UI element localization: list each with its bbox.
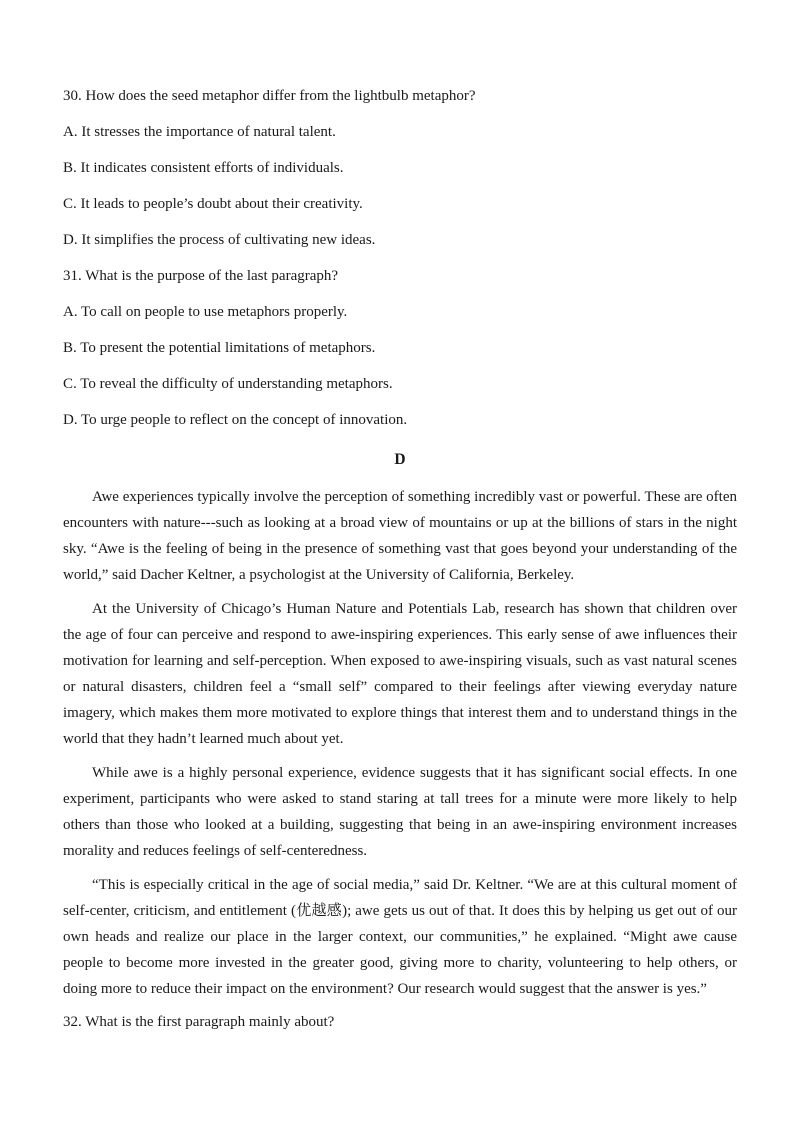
question-30-option-b: B. It indicates consistent efforts of individuals. [63, 160, 344, 176]
question-31-option-a: A. To call on people to use metaphors properly. [63, 304, 348, 320]
question-31-option-b: B. To present the potential limitations of metaphors. [63, 340, 376, 356]
question-30-option-a: A. It stresses the importance of natural talent. [63, 124, 336, 140]
question-31-stem: 31. What is the purpose of the last paragraph? [63, 268, 339, 284]
question-31-option-c: C. To reveal the difficulty of understanding metaphors. [63, 376, 393, 392]
reading-passage [63, 484, 737, 1002]
question-30-stem: 30. How does the seed metaphor differ from the lightbulb metaphor? [63, 88, 476, 104]
passage-paragraph-4: “This is especially critical in the age of social media,” said Dr. Keltner. “We are at this cultural moment of self-center, criticism, and entitlement (优越感); awe gets us out of that. It does this by helping us get out of our own heads and realize our place in the larger context, our communities,” he explained. “Might awe cause people to become more invested in the greater good, giving more to charity, volunteering to help others, or doing more to reduce their impact on the environment? Our research would suggest that the answer is yes.” [63, 877, 737, 997]
section-heading: D [394, 451, 406, 468]
passage-paragraph-3: While awe is a highly personal experience, evidence suggests that it has significant social effects. In one experiment, participants who were asked to stand staring at tall trees for a minute were more likely to help others than those who looked at a building, suggesting that being in an awe-inspiring environment increases morality and reduces feelings of self-centeredness. [63, 765, 737, 859]
question-31-option-d: D. To urge people to reflect on the concept of innovation. [63, 412, 408, 428]
question-31-block [63, 266, 737, 430]
passage-paragraph-1: Awe experiences typically involve the perception of something incredibly vast or powerful. These are often encounters with nature---such as looking at a broad view of mountains or up at the billions of stars in the night sky. “Awe is the feeling of being in the presence of something vast that goes beyond your understanding of the world,” said Dacher Keltner, a psychologist at the University of California, Berkeley. [63, 489, 737, 583]
question-32-stem: 32. What is the first paragraph mainly about? [63, 1014, 335, 1030]
question-30-option-d: D. It simplifies the process of cultivating new ideas. [63, 232, 376, 248]
passage-paragraph-2: At the University of Chicago’s Human Nature and Potentials Lab, research has shown that children over the age of four can perceive and respond to awe-inspiring experiences. This early sense of awe influences their motivation for learning and self-perception. When exposed to awe-inspiring visuals, such as vast natural scenes or natural disasters, children feel a “small self” compared to their feelings after viewing everyday nature imagery, which makes them more motivated to explore things that interest them and to understand things in the world that they hadn’t learned much about yet. [63, 601, 737, 747]
question-30-block [63, 86, 737, 250]
question-30-option-c: C. It leads to people’s doubt about their creativity. [63, 196, 363, 212]
